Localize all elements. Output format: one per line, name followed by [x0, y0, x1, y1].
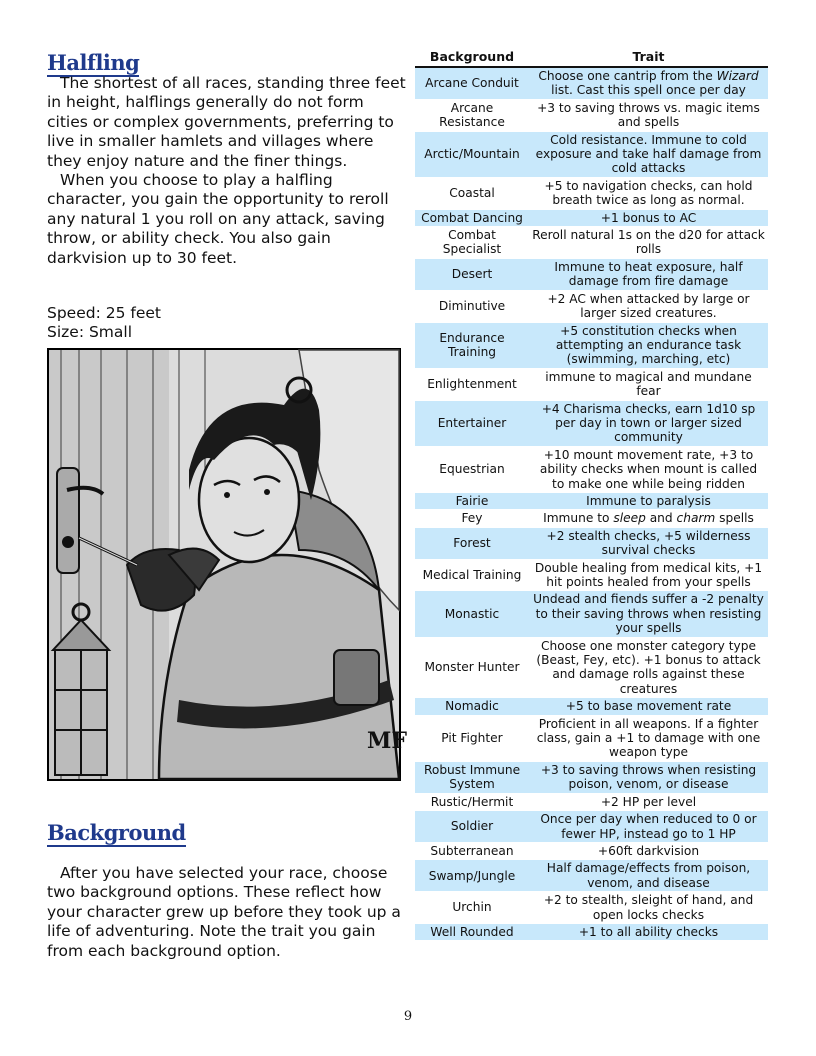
background-name-cell: Forest [415, 527, 529, 559]
background-name-cell: Enlightenment [415, 368, 529, 400]
trait-cell: +1 to all ability checks [529, 923, 768, 940]
page-number: 9 [403, 1009, 413, 1024]
background-name-cell: Fairie [415, 492, 529, 509]
table-row [415, 492, 768, 509]
trait-cell: Undead and fiends suffer a -2 penalty to their saving throws when resisting your spells [529, 591, 768, 637]
background-name-cell: Robust Immune System [415, 761, 529, 793]
background-name-cell: Entertainer [415, 400, 529, 446]
table-row [415, 67, 768, 99]
trait-cell: Reroll natural 1s on the d20 for attack rolls [529, 227, 768, 259]
trait-cell: Half damage/effects from poison, venom, and disease [529, 860, 768, 892]
artist-signature: MF [367, 728, 407, 754]
trait-cell: +3 to saving throws when resisting poison, venom, or disease [529, 761, 768, 793]
background-name-cell: Monastic [415, 591, 529, 637]
table-row [415, 99, 768, 131]
trait-cell: +60ft darkvision [529, 842, 768, 859]
background-heading: Background [47, 820, 186, 845]
table-row [415, 446, 768, 492]
background-name-cell: Equestrian [415, 446, 529, 492]
table-row [415, 892, 768, 924]
column-header-trait: Trait [529, 49, 768, 67]
background-name-cell: Soldier [415, 811, 529, 843]
background-name-cell: Well Rounded [415, 923, 529, 940]
table-row [415, 510, 768, 527]
table-row [415, 591, 768, 637]
trait-cell: Cold resistance. Immune to cold exposure and take half damage from cold attacks [529, 131, 768, 177]
trait-cell: +5 to base movement rate [529, 698, 768, 715]
trait-cell: +2 AC when attacked by large or larger sized creatures. [529, 290, 768, 322]
trait-cell: +4 Charisma checks, earn 1d10 sp per day in town or larger sized community [529, 400, 768, 446]
background-name-cell: Combat Dancing [415, 209, 529, 226]
trait-cell: Once per day when reduced to 0 or fewer HP, instead go to 1 HP [529, 811, 768, 843]
background-name-cell: Diminutive [415, 290, 529, 322]
table-row [415, 177, 768, 209]
table-row [415, 322, 768, 368]
trait-cell: Immune to heat exposure, half damage from fire damage [529, 258, 768, 290]
trait-cell: immune to magical and mundane fear [529, 368, 768, 400]
background-name-cell: Arcane Resistance [415, 99, 529, 131]
background-name-cell: Swamp/Jungle [415, 860, 529, 892]
trait-cell: Immune to sleep and charm spells [529, 510, 768, 527]
table-row [415, 559, 768, 591]
background-name-cell: Coastal [415, 177, 529, 209]
trait-cell: Immune to paralysis [529, 492, 768, 509]
background-name-cell: Arcane Conduit [415, 67, 529, 99]
table-row [415, 793, 768, 810]
trait-cell: Choose one cantrip from the Wizard list. Cast this spell once per day [529, 67, 768, 99]
table-row [415, 368, 768, 400]
halfling-heading: Halfling [47, 50, 140, 75]
trait-cell: +3 to saving throws vs. magic items and spells [529, 99, 768, 131]
table-row [415, 811, 768, 843]
background-name-cell: Pit Fighter [415, 715, 529, 761]
halfling-paragraph-2: When you choose to play a halfling character, you gain the opportunity to reroll any natural 1 you roll on any attack, saving throw, or ability check. You also gain darkvision up to 30 feet. [47, 171, 389, 267]
trait-cell: +2 stealth checks, +5 wilderness survival checks [529, 527, 768, 559]
background-name-cell: Nomadic [415, 698, 529, 715]
halfling-paragraph-1: The shortest of all races, standing three feet in height, halflings generally do not form cities or complex governments, preferring to live in smaller hamlets and villages where they enjoy nature and the finer things. [47, 74, 406, 170]
table-row [415, 258, 768, 290]
background-paragraph: After you have selected your race, choose two background options. These reflect how your character grew up before they took up a life of adventuring. Note the trait you gain from each background option. [47, 864, 401, 960]
trait-cell: +5 to navigation checks, can hold breath twice as long as normal. [529, 177, 768, 209]
table-row [415, 698, 768, 715]
table-row [415, 527, 768, 559]
table-row [415, 761, 768, 793]
table-row [415, 400, 768, 446]
background-name-cell: Urchin [415, 892, 529, 924]
table-body [415, 67, 768, 941]
background-name-cell: Combat Specialist [415, 227, 529, 259]
background-name-cell: Subterranean [415, 842, 529, 859]
size-stat: Size: Small [47, 323, 133, 342]
speed-stat: Speed: 25 feet [47, 304, 161, 322]
background-name-cell: Medical Training [415, 559, 529, 591]
background-name-cell: Monster Hunter [415, 637, 529, 698]
table-row [415, 209, 768, 226]
column-header-background: Background [415, 49, 529, 67]
table-row [415, 923, 768, 940]
table-row [415, 290, 768, 322]
halfling-rogue-drawing [49, 350, 407, 779]
halfling-illustration [47, 348, 407, 781]
table-row [415, 637, 768, 698]
trait-cell: +10 mount movement rate, +3 to ability checks when mount is called to make one while being ridden [529, 446, 768, 492]
table-row [415, 860, 768, 892]
background-name-cell: Arctic/Mountain [415, 131, 529, 177]
trait-cell: +1 bonus to AC [529, 209, 768, 226]
trait-cell: +5 constitution checks when attempting an endurance task (swimming, marching, etc) [529, 322, 768, 368]
background-name-cell: Desert [415, 258, 529, 290]
halfling-stats [47, 304, 161, 343]
table-row [415, 227, 768, 259]
background-name-cell: Fey [415, 510, 529, 527]
table-row [415, 715, 768, 761]
background-name-cell: Rustic/Hermit [415, 793, 529, 810]
halfling-description [47, 74, 407, 268]
trait-cell: +2 HP per level [529, 793, 768, 810]
background-description [47, 864, 407, 961]
trait-cell: Proficient in all weapons. If a fighter class, gain a +1 to damage with one weapon type [529, 715, 768, 761]
table-row [415, 131, 768, 177]
trait-cell: Double healing from medical kits, +1 hit points healed from your spells [529, 559, 768, 591]
trait-cell: +2 to stealth, sleight of hand, and open locks checks [529, 892, 768, 924]
table-header-row [415, 49, 768, 67]
background-trait-table [415, 49, 768, 941]
background-name-cell: Endurance Training [415, 322, 529, 368]
table-row [415, 842, 768, 859]
trait-cell: Choose one monster category type (Beast, Fey, etc). +1 bonus to attack and damage rolls against these creatures [529, 637, 768, 698]
